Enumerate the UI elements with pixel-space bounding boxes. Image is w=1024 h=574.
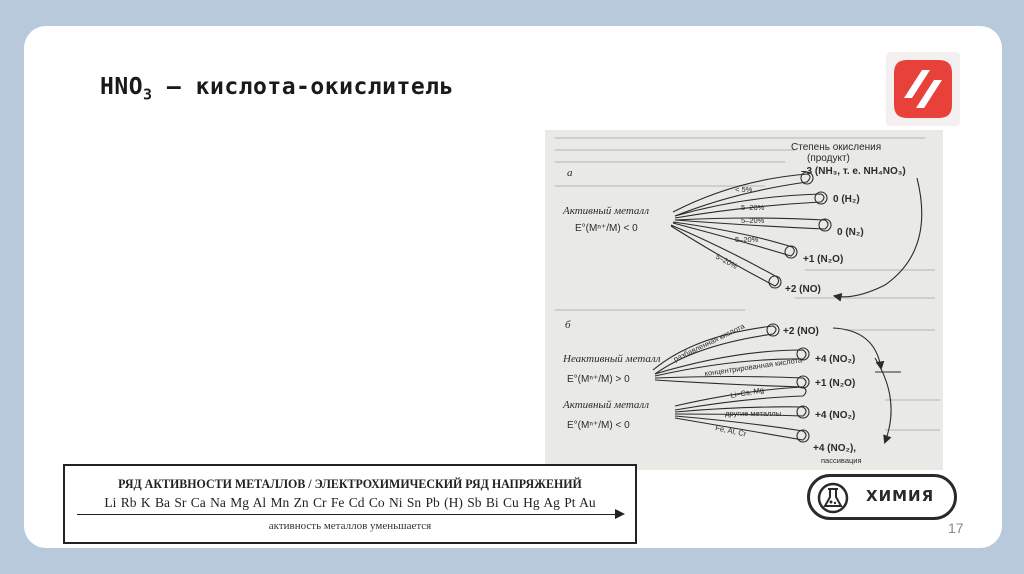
part-a-product-2: 0 (H₂) <box>833 194 860 205</box>
part-b-branch-2: концентрированная кислота <box>704 355 803 378</box>
part-b-product-2: +4 (NO₂) <box>815 354 856 365</box>
part-b-branch-4: другие металлы <box>725 409 782 418</box>
nitric-acid-reaction-diagram <box>545 130 943 470</box>
part-a-conc-3: 5–20% <box>741 216 765 225</box>
part-b-branch-5: Fe, Al, Cr <box>714 423 748 439</box>
diagram-header-line1: Степень окисления <box>791 142 882 153</box>
activity-series-arrow <box>77 514 623 515</box>
part-b-passivation: пассивация <box>821 456 862 465</box>
part-b-inactive-condition: E°(Mⁿ⁺/M) > 0 <box>567 374 630 385</box>
part-b-branch-3: Li–Cs, Mg <box>729 385 765 400</box>
flask-icon <box>816 481 852 519</box>
page-number: 17 <box>948 520 964 536</box>
part-a-condition: E°(Mⁿ⁺/M) < 0 <box>575 223 638 234</box>
activity-series-caption: активность металлов уменьшается <box>268 520 432 532</box>
chemistry-badge <box>807 474 957 520</box>
part-b-label: б <box>565 319 571 331</box>
badge-label: ХИМИЯ <box>866 487 935 505</box>
metal-activity-series <box>63 464 637 544</box>
part-a-product-3: 0 (N₂) <box>837 227 864 238</box>
diagram-header-line2: (продукт) <box>807 153 850 164</box>
part-b-product-5: +4 (NO₂), <box>813 443 857 454</box>
part-b-active-label: Активный металл <box>563 399 650 411</box>
part-a-conc-5: 5–20% <box>714 251 739 271</box>
part-b-inactive-label: Неактивный металл <box>563 353 661 365</box>
part-a-product-5: +2 (NO) <box>785 284 821 295</box>
activity-series-title: РЯД АКТИВНОСТИ МЕТАЛЛОВ / ЭЛЕКТРОХИМИЧЕСКИЙ РЯД НАПРЯЖЕНИЙ <box>118 476 582 491</box>
brand-logo-icon <box>886 52 960 126</box>
part-a-product-1: –3 (NH₃, т. е. NH₄NO₃) <box>801 166 906 177</box>
part-b-product-4: +4 (NO₂) <box>815 410 856 421</box>
part-b-active-condition: E°(Mⁿ⁺/M) < 0 <box>567 420 630 431</box>
part-b-product-3: +1 (N₂O) <box>815 378 856 389</box>
activity-series-metals: Li Rb K Ba Sr Ca Na Mg Al Mn Zn Cr Fe Cd Co Ni Sn Pb (H) Sb Bi Cu Hg Ag Pt Au <box>104 495 596 510</box>
part-b-product-1: +2 (NO) <box>783 326 819 337</box>
part-a-conc-2: 5–20% <box>741 203 765 212</box>
part-a-label: а <box>567 167 573 179</box>
part-b-branch-1: разбавленная кислота <box>671 321 747 364</box>
part-a-source-label: Активный металл <box>563 205 650 217</box>
part-a-conc-4: 5–20% <box>735 235 759 244</box>
slide-title: $HNO_3$ – кислота-окислитель <box>100 74 454 104</box>
part-a-conc-1: < 5% <box>735 185 753 194</box>
part-a-product-4: +1 (N₂O) <box>803 254 844 265</box>
